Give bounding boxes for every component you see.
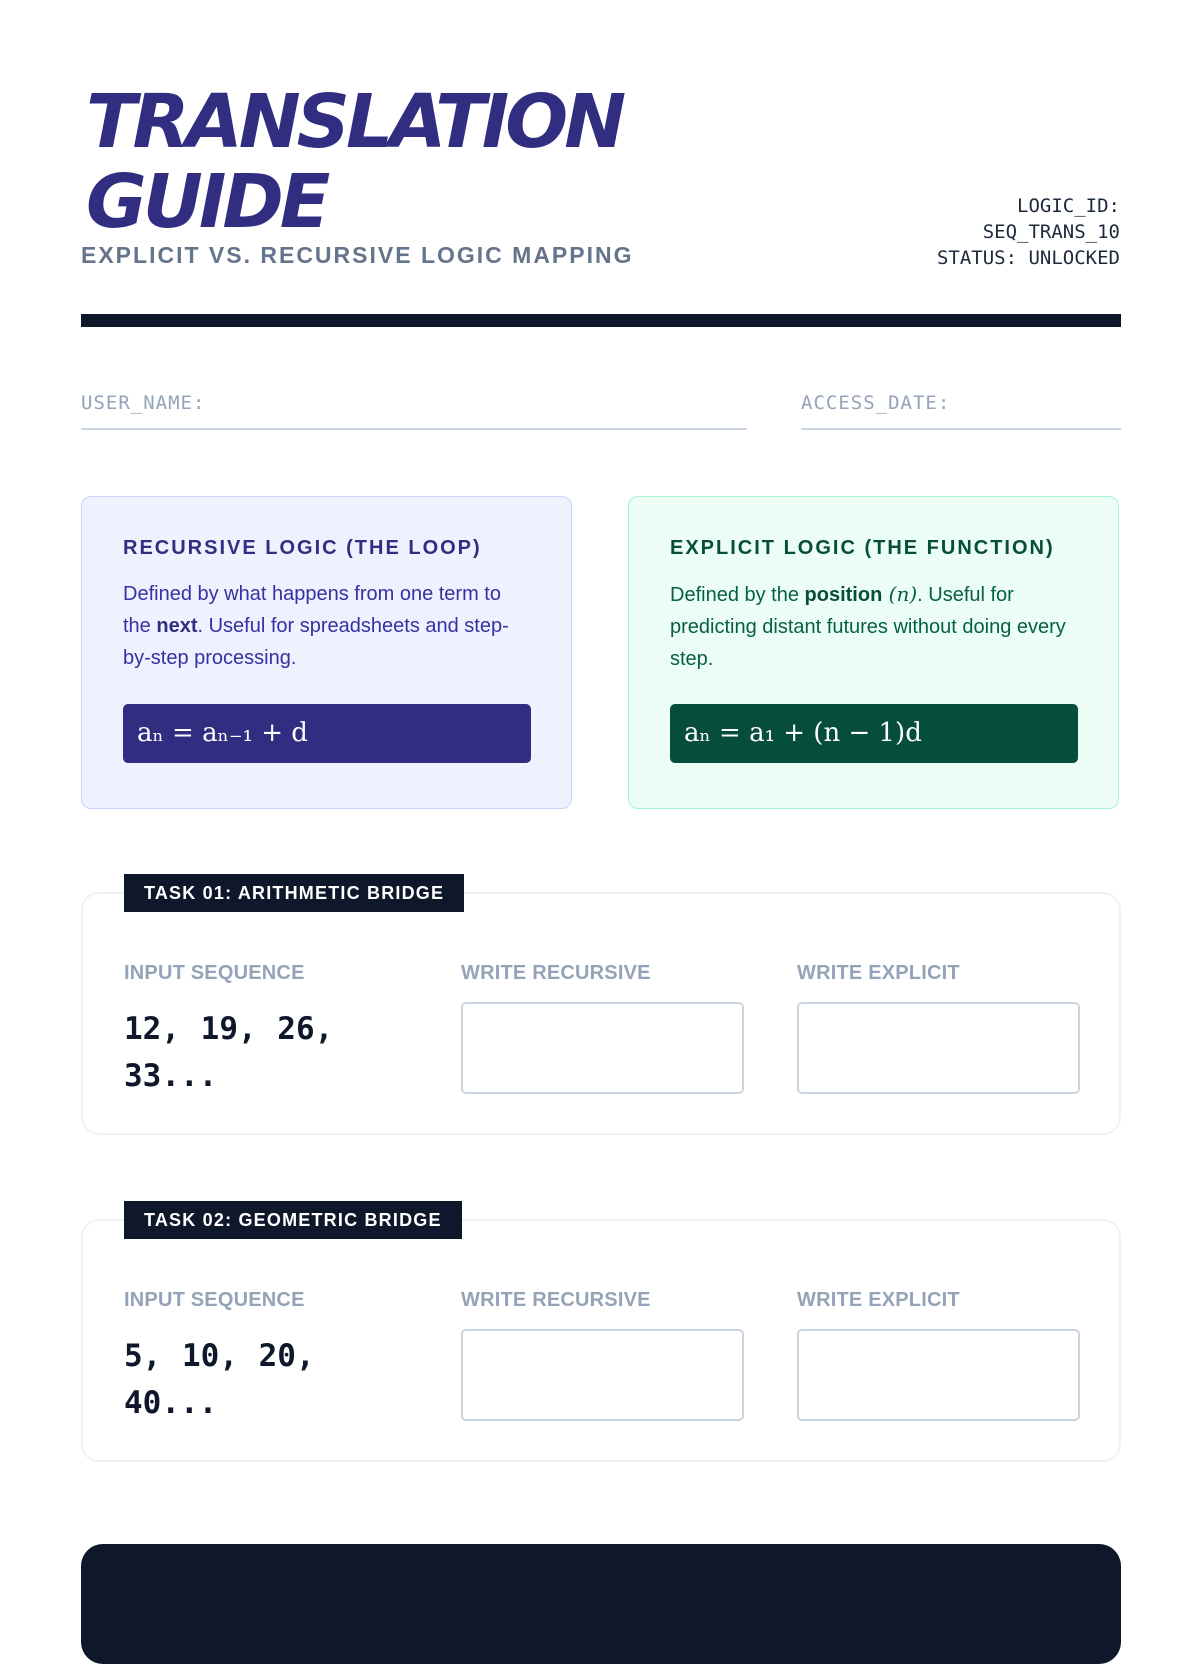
write-recursive-label: WRITE RECURSIVE	[461, 1289, 651, 1311]
title-line-2: GUIDE	[86, 159, 327, 245]
explicit-desc-part1: Defined by the	[670, 584, 805, 606]
page-subtitle: EXPLICIT VS. RECURSIVE LOGIC MAPPING	[81, 242, 634, 268]
explicit-desc-bold: position	[804, 584, 883, 606]
access-date-field[interactable]	[801, 392, 1121, 430]
recursive-desc-part2: . Useful for spreadsheets and step-by-step processing.	[123, 615, 509, 669]
input-sequence-label: INPUT SEQUENCE	[124, 962, 305, 984]
input-sequence-label: INPUT SEQUENCE	[124, 1289, 305, 1311]
user-name-field[interactable]	[81, 392, 747, 430]
write-explicit-label: WRITE EXPLICIT	[797, 962, 960, 984]
recursive-desc-bold: next	[156, 615, 198, 637]
explicit-desc-part2: . Useful for predicting distant futures without doing every step.	[670, 584, 1066, 670]
logic-meta	[937, 193, 1120, 271]
page-title	[86, 79, 786, 245]
user-name-label: USER_NAME:	[81, 392, 206, 414]
footer-panel	[81, 1544, 1121, 1664]
task-tag: TASK 01: ARITHMETIC BRIDGE	[124, 874, 464, 912]
title-line-1: TRANSLATION	[86, 79, 623, 165]
recursive-formula: aₙ = aₙ₋₁ + d	[123, 704, 531, 763]
header-divider	[81, 314, 1121, 327]
recursive-card-title: RECURSIVE LOGIC (THE LOOP)	[123, 537, 482, 559]
recursive-logic-card	[81, 496, 572, 809]
task-card-geometric	[81, 1210, 1121, 1462]
write-recursive-label: WRITE RECURSIVE	[461, 962, 651, 984]
task-tag: TASK 02: GEOMETRIC BRIDGE	[124, 1201, 462, 1239]
explicit-logic-card	[628, 496, 1119, 809]
explicit-answer-input[interactable]	[797, 1329, 1080, 1421]
recursive-desc-part1: Defined by what happens from one term to the	[123, 583, 501, 637]
logic-id-label: LOGIC_ID:	[1017, 195, 1120, 217]
input-sequence-value: 5, 10, 20, 40...	[124, 1338, 315, 1421]
logic-id-value: SEQ_TRANS_10	[982, 221, 1120, 243]
explicit-answer-input[interactable]	[797, 1002, 1080, 1094]
explicit-card-description	[670, 578, 1078, 684]
access-date-label: ACCESS_DATE:	[801, 392, 951, 414]
write-explicit-label: WRITE EXPLICIT	[797, 1289, 960, 1311]
input-sequence-value: 12, 19, 26, 33...	[124, 1011, 334, 1094]
recursive-answer-input[interactable]	[461, 1329, 744, 1421]
status-text: STATUS: UNLOCKED	[936, 247, 1120, 269]
task-card-arithmetic	[81, 883, 1121, 1135]
recursive-answer-input[interactable]	[461, 1002, 744, 1094]
recursive-card-description	[123, 578, 531, 684]
explicit-card-title: EXPLICIT LOGIC (THE FUNCTION)	[670, 537, 1055, 559]
explicit-formula: aₙ = a₁ + (n − 1)d	[670, 704, 1078, 763]
explicit-desc-math: (n)	[882, 582, 918, 606]
